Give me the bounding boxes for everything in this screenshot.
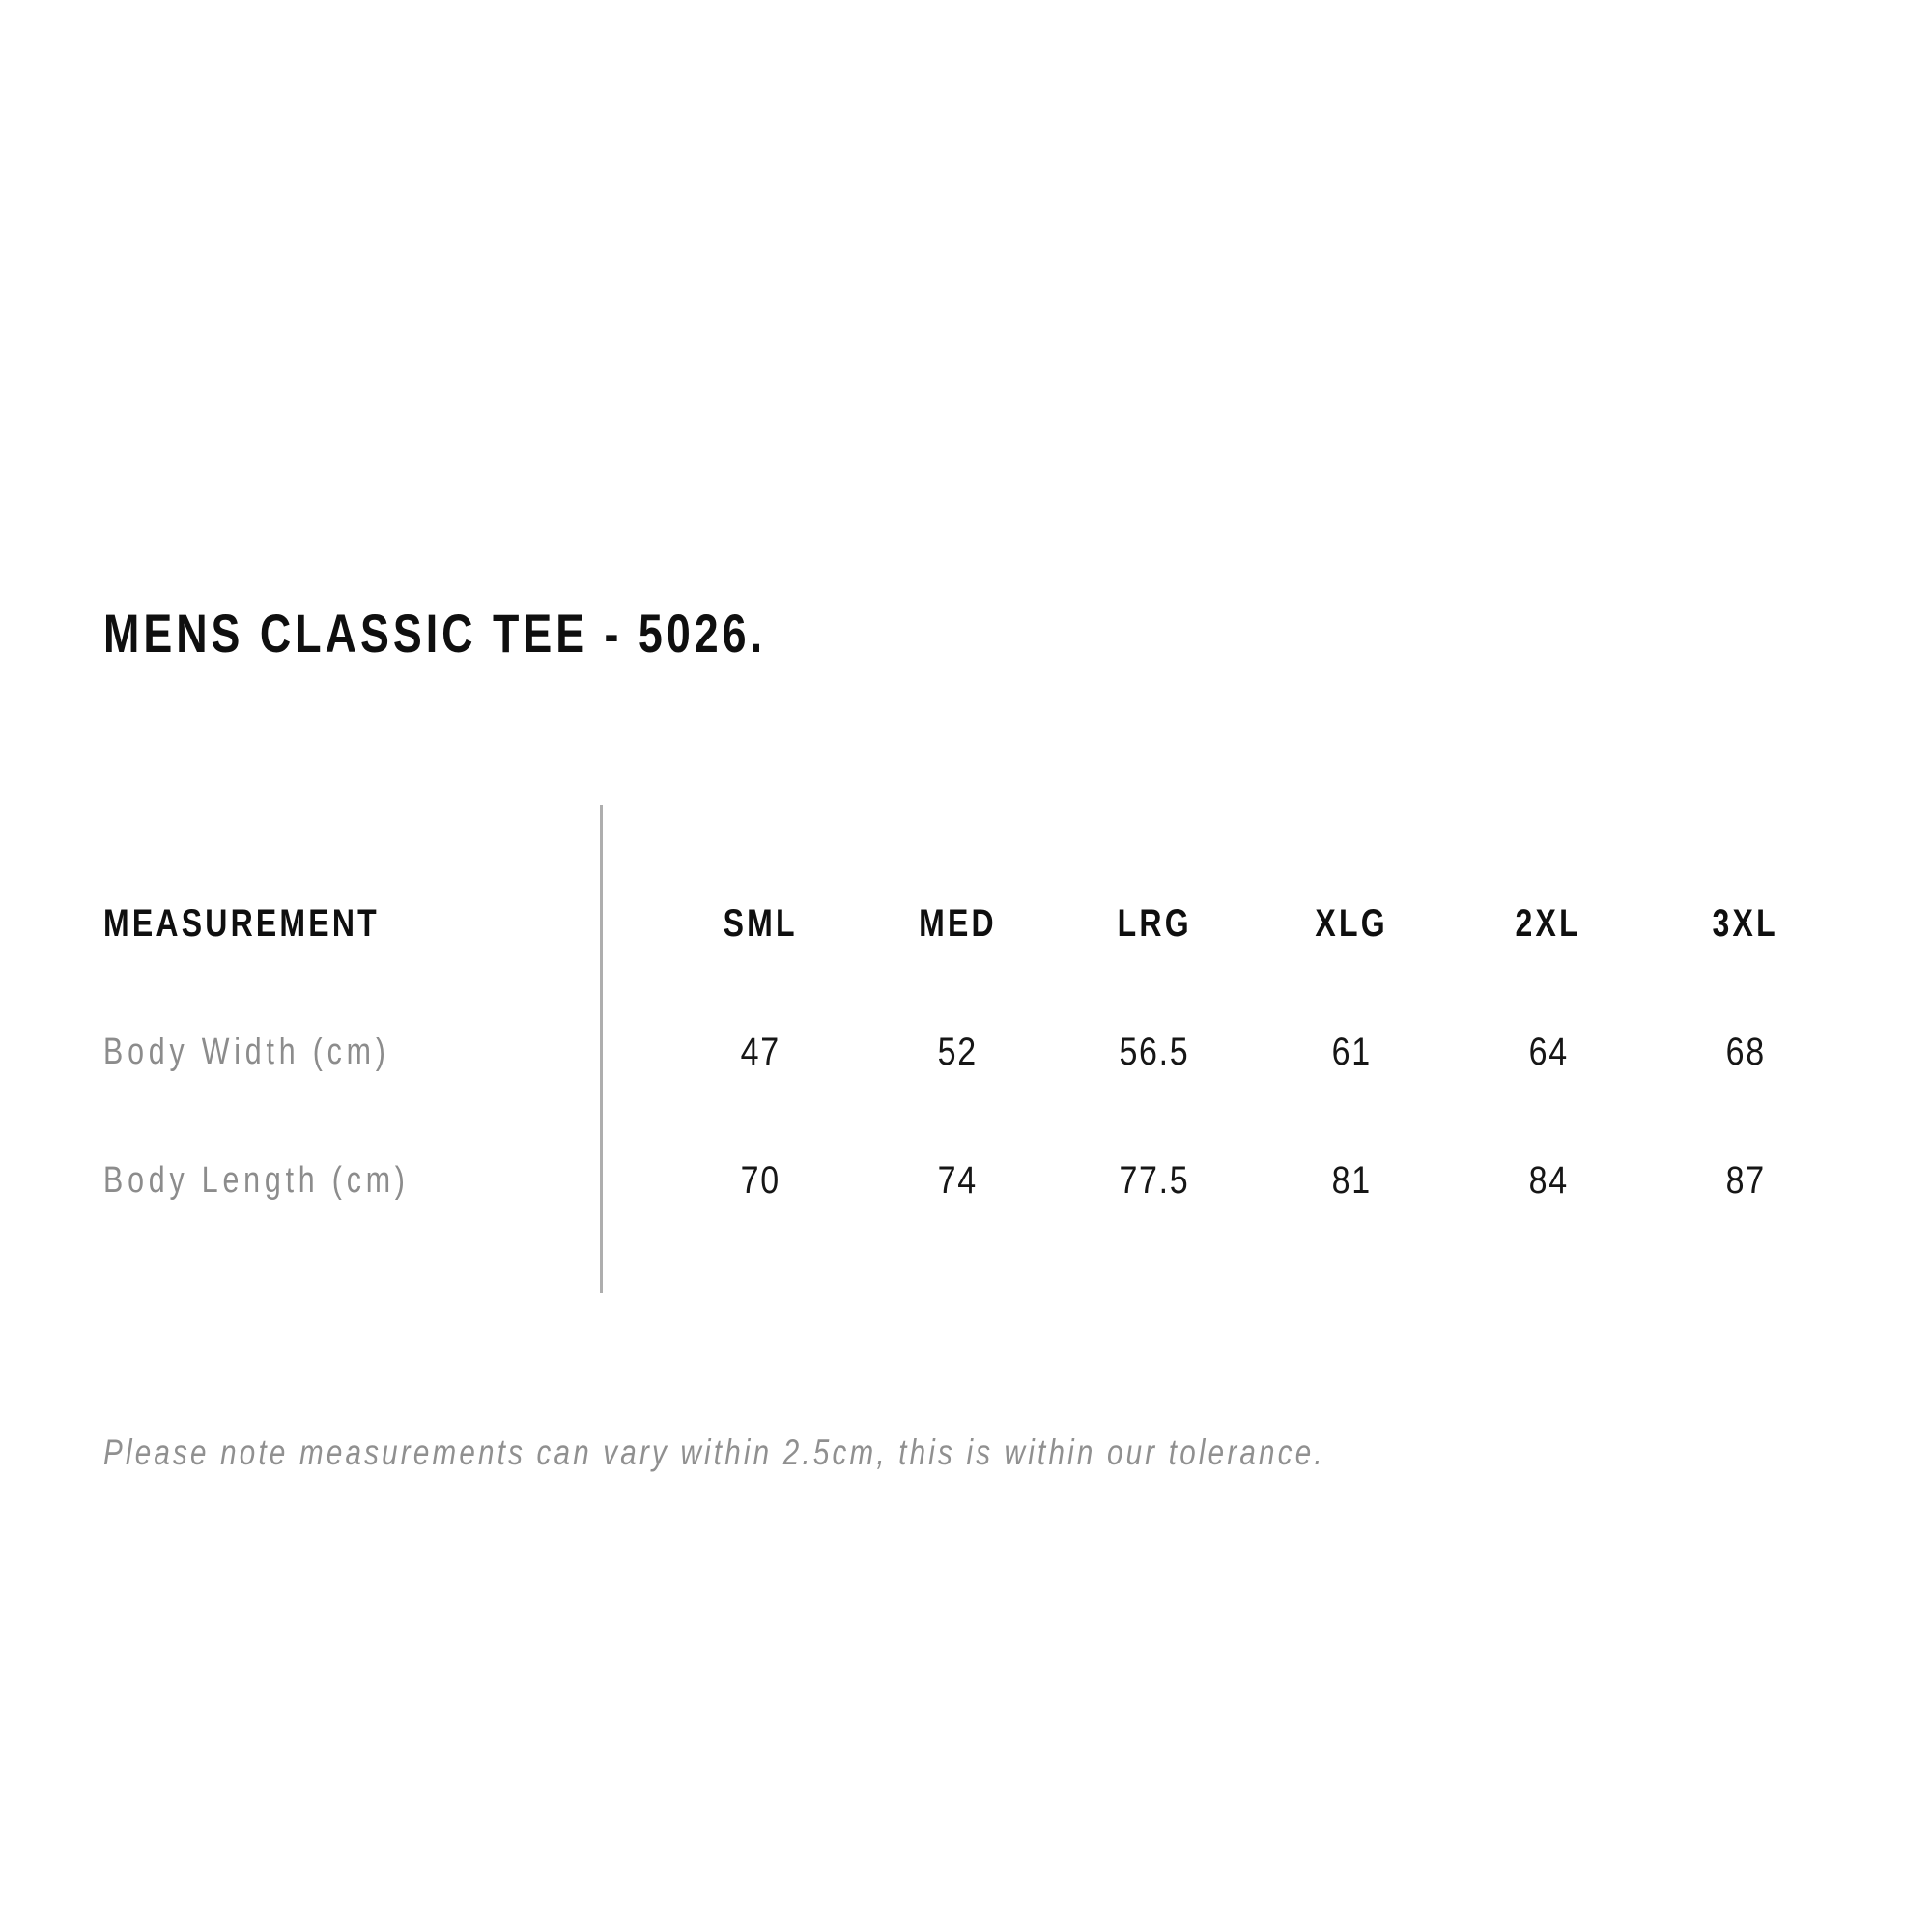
body-length-value-2xl: 84 [1528, 1159, 1569, 1202]
size-column-header-med: MED [918, 902, 997, 945]
row-label-body-length: Body Length (cm) [103, 1160, 410, 1201]
body-width-value-3xl: 68 [1725, 1031, 1766, 1073]
body-width-value-sml: 47 [740, 1031, 781, 1073]
size-chart-table [103, 860, 1844, 1245]
row-label-body-width: Body Width (cm) [103, 1032, 390, 1072]
size-column-header-3xl: 3XL [1712, 902, 1779, 945]
page-title: MENS CLASSIC TEE - 5026. [103, 602, 767, 664]
body-width-value-lrg: 56.5 [1119, 1031, 1190, 1073]
tolerance-note: Please note measurements can vary within 2.5cm, this is within our tolerance. [103, 1433, 1325, 1472]
measurement-header-label: MEASUREMENT [103, 902, 380, 945]
body-length-value-sml: 70 [740, 1159, 781, 1202]
body-length-value-med: 74 [937, 1159, 978, 1202]
body-length-value-xlg: 81 [1331, 1159, 1372, 1202]
body-width-value-med: 52 [937, 1031, 978, 1073]
body-width-value-xlg: 61 [1331, 1031, 1372, 1073]
size-column-header-lrg: LRG [1117, 902, 1192, 945]
size-column-header-2xl: 2XL [1515, 902, 1582, 945]
size-column-header-xlg: XLG [1315, 902, 1388, 945]
body-length-value-3xl: 87 [1725, 1159, 1766, 1202]
body-length-value-lrg: 77.5 [1119, 1159, 1190, 1202]
size-column-header-sml: SML [723, 902, 798, 945]
body-width-value-2xl: 64 [1528, 1031, 1569, 1073]
measurement-column-header [103, 902, 662, 946]
